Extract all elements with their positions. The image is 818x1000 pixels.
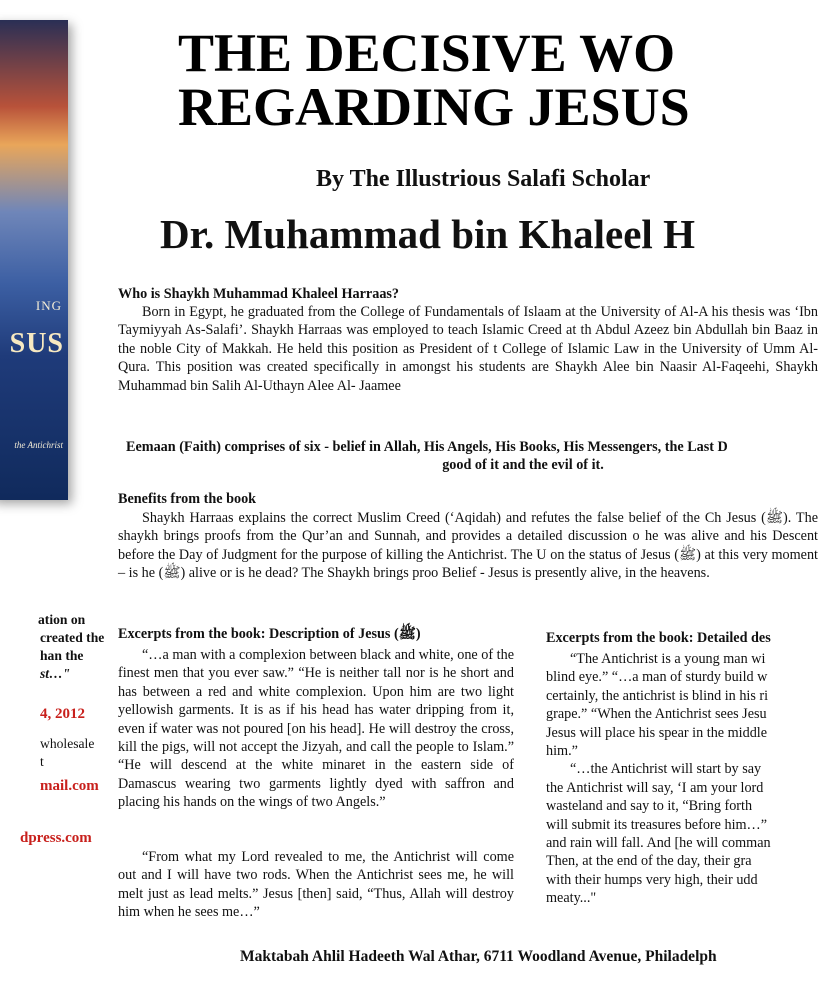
excerpt-line: and rain will fall. And [he will comman xyxy=(546,835,771,852)
excerpt-line: will submit its treasures before him…” xyxy=(546,816,768,833)
sidebar-line: st…" xyxy=(40,666,71,681)
sidebar-line: han the xyxy=(40,648,84,663)
cover-subtitle: the Antichrist xyxy=(14,440,63,450)
page-title xyxy=(178,23,690,137)
excerpt-line: with their humps very high, their udd xyxy=(546,871,758,888)
book-cover-image xyxy=(0,20,68,500)
eemaan-line-1: Eemaan (Faith) comprises of six - belief in Allah, His Angels, His Books, His Messengers, the Last D xyxy=(126,439,728,455)
benefits-paragraph: Shaykh Harraas explains the correct Muslim Creed (‘Aqidah) and refutes the false belief of the Ch Jesus (ﷺ). The shaykh brings proofs from the Qur’an and Sunnah, and provides a detailed discussion o he was alive and his Descent before the Day of Judgment for the purpose of killing the Antichrist. The U on the status of Jesus (ﷺ) at this very moment – is he (ﷺ) alive or is he dead? The Shaykh brings proo Belief - Jesus is presently alive, in the heavens. xyxy=(118,510,818,582)
excerpt-line: Then, at the end of the day, their gra xyxy=(546,853,752,870)
excerpt-jesus-heading: Excerpts from the book: Description of Jesus (ﷺ) xyxy=(118,626,421,642)
sidebar-line: ation on xyxy=(38,612,86,627)
release-date: 4, 2012 xyxy=(40,706,85,722)
excerpt-line: certainly, the antichrist is blind in his ri xyxy=(546,687,769,704)
website-link[interactable]: dpress.com xyxy=(20,830,92,846)
excerpt-line: “…the Antichrist will start by say xyxy=(570,761,762,778)
byline: By The Illustrious Salafi Scholar xyxy=(316,166,651,192)
excerpt-line: “The Antichrist is a young man wi xyxy=(570,651,766,667)
excerpt-antichrist-text xyxy=(546,650,771,908)
excerpt-jesus-para-1: “…a man with a complexion between black and white, one of the finest men that you ever saw.” “He is neither tall nor is he short and has between a red and white complexion. Upon him are two light yellowish garments. It is as if his head has water dripping from it, even if water was not poured [on his head]. He will destroy the cross, kill the pigs, will not accept the Jizyah, and call the people to Islam.” “He will descend at the white minaret in the eastern side of Damascus wearing two garments lightly dyed with saffron and placing his hands on the wings of two Angels.” xyxy=(118,647,514,811)
excerpt-antichrist-heading: Excerpts from the book: Detailed des xyxy=(546,630,771,646)
excerpt-line: meaty..." xyxy=(546,890,597,907)
who-heading: Who is Shaykh Muhammad Khaleel Harraas? xyxy=(118,286,400,302)
excerpt-line: him.” xyxy=(546,743,578,760)
excerpt-line: blind eye.” “…a man of sturdy build w xyxy=(546,669,768,686)
excerpt-line: wasteland and say to it, “Bring forth xyxy=(546,798,753,815)
who-paragraph: Born in Egypt, he graduated from the College of Fundamentals of Islaam at the University of Al-A his thesis was ‘Ibn Taymiyyah As-Salafi’. Shaykh Harraas was employed to teach Islamic Creed at th Abdul Azeez bin Abdullah bin Baaz in the noble City of Makkah. He held this position as President of t College of Islamic Law in the University of Umm Al-Qura. This position was created specifically in amongst his students are Shaykh Alee bin Naasir Al-Faqeehi, Shaykh Muhammad bin Salih Al-Uthayn Alee Al- Jaamee xyxy=(118,304,818,394)
excerpt-line: grape.” “When the Antichrist sees Jesu xyxy=(546,706,767,723)
sidebar-line: created the xyxy=(40,630,105,645)
sidebar-line: wholesale xyxy=(40,736,95,751)
cover-title-jesus: SUS xyxy=(9,328,64,359)
publisher-address: Maktabah Ahlil Hadeeth Wal Athar, 6711 Woodland Avenue, Philadelph xyxy=(240,948,717,965)
cover-title-fragment: ING xyxy=(35,298,62,313)
benefits-heading: Benefits from the book xyxy=(118,491,257,507)
eemaan-statement xyxy=(118,438,818,475)
excerpt-line: Jesus will place his spear in the middle xyxy=(546,724,768,741)
excerpt-jesus-para-2: “From what my Lord revealed to me, the Antichrist will come out and I will have two rods. When the Antichrist sees me, he will melt just as lead melts.” Jesus [then] said, “Thus, Allah will destroy him when he sees me…” xyxy=(118,849,514,921)
excerpt-line: the Antichrist will say, ‘I am your lord xyxy=(546,779,764,796)
eemaan-line-2: good of it and the evil of it. xyxy=(442,457,604,474)
contact-email[interactable]: mail.com xyxy=(40,778,99,794)
author-name: Dr. Muhammad bin Khaleel H xyxy=(160,211,695,257)
title-line-2: REGARDING JESUS xyxy=(178,77,690,137)
sidebar-line: t xyxy=(40,754,44,769)
title-line-1: THE DECISIVE WO xyxy=(178,23,676,83)
